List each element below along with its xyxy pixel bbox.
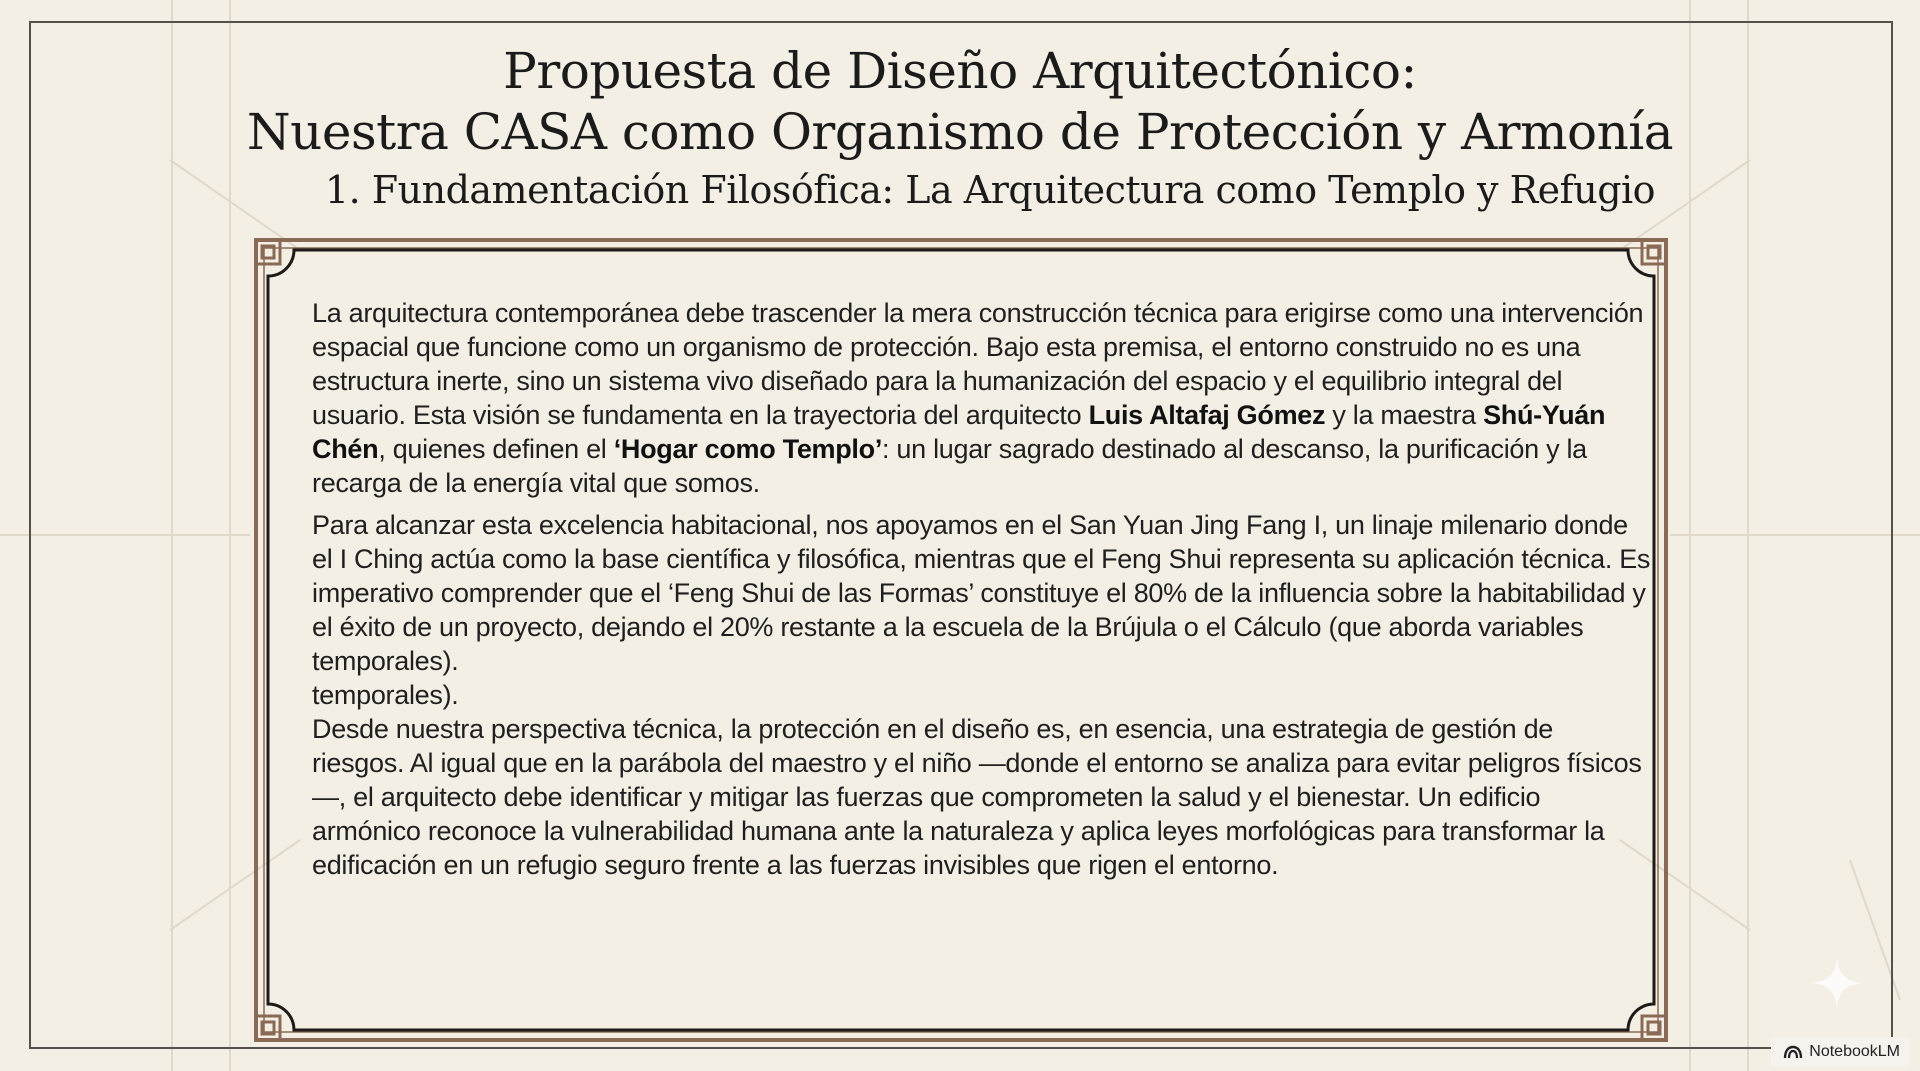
slide-title-line2: Nuestra CASA como Organismo de Protección y Armonía (246, 103, 1674, 161)
badge-label: NotebookLM (1809, 1043, 1900, 1060)
paragraph-1-text-d: : un lugar sagrado destinado al descanso, la purificación y la recarga de la energía vital que somos. (312, 434, 1587, 498)
paragraph-1-text-a: La arquitectura contemporánea debe trascender la mera construcción técnica para erigirse como una intervención espacial que funcione como un organismo de protección. Bajo esta premisa, el entorno construido no es una estructura inerte, sino un sistema vivo diseñado para la humanización del espacio y el equilibrio integral del usuario. Esta visión se fundamenta en la trayectoria del arquitecto (312, 298, 1644, 430)
paragraph-1 (312, 296, 1652, 500)
notebooklm-logo-icon (1783, 1045, 1803, 1059)
paragraph-2 (312, 508, 1652, 712)
paragraph-2-tail: temporales). (312, 680, 459, 710)
paragraph-1-text-c: , quienes definen el (378, 434, 614, 464)
slide-subtitle: 1. Fundamentación Filosófica: La Arquitectura como Templo y Refugio (324, 168, 1656, 212)
paragraph-2-text: Para alcanzar esta excelencia habitacional, nos apoyamos en el San Yuan Jing Fang I, un linaje milenario donde el I Ching actúa como la base científica y filosófica, mientras que el Feng Shui representa su aplicación técnica. Es imperativo comprender que el ‘Feng Shui de las Formas’ constituye el 80% de la influencia sobre la habitabilidad y el éxito de un proyecto, dejando el 20% restante a la escuela de la Brújula o el Cálculo (que aborda variables temporales). (312, 510, 1651, 676)
paragraph-1-text-b: y la maestra (1325, 400, 1484, 430)
sparkle-icon (1809, 955, 1865, 1011)
content-body (312, 296, 1652, 890)
notebooklm-badge[interactable] (1771, 1037, 1910, 1067)
slide-title-line1: Propuesta de Diseño Arquitectónico: (503, 42, 1417, 100)
paragraph-3: Desde nuestra perspectiva técnica, la protección en el diseño es, en esencia, una estrategia de gestión de riesgos. Al igual que en la parábola del maestro y el niño —donde el entorno se analiza para evitar peligros físicos—, el arquitecto debe identificar y mitigar las fuerzas que comprometen la salud y el bienestar. Un edificio armónico reconoce la vulnerabilidad humana ante la naturaleza y aplica leyes morfológicas para transformar la edificación en un refugio seguro frente a las fuerzas invisibles que rigen el entorno. (312, 714, 1642, 880)
master-name: Shú-Yuán Chén (312, 400, 1606, 464)
architect-name: Luis Altafaj Gómez (1088, 400, 1326, 430)
concept-highlight: ‘Hogar como Templo’ (613, 434, 883, 464)
